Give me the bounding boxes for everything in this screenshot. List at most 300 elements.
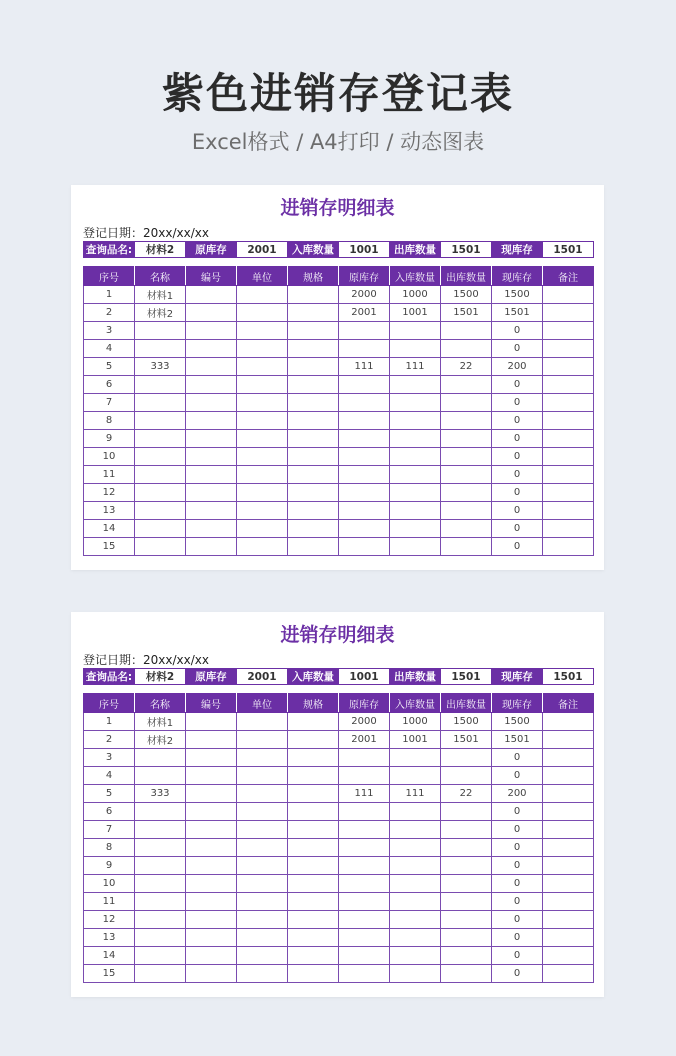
- table-cell: [339, 322, 390, 340]
- table-cell: 14: [84, 520, 135, 538]
- table-cell: [288, 502, 339, 520]
- table-cell: [288, 538, 339, 556]
- table-cell: [135, 394, 186, 412]
- table-cell: [186, 785, 237, 803]
- table-cell: [135, 803, 186, 821]
- table-cell: [390, 394, 441, 412]
- table-cell: [288, 394, 339, 412]
- table-cell: [237, 430, 288, 448]
- table-cell: [135, 502, 186, 520]
- table-cell: [288, 839, 339, 857]
- table-row: [84, 713, 594, 731]
- table-cell: [339, 929, 390, 947]
- table-cell: [288, 785, 339, 803]
- table-cell: [441, 520, 492, 538]
- query-value: 材料2: [135, 242, 186, 258]
- table-cell: [543, 412, 594, 430]
- table-cell: 1501: [492, 731, 543, 749]
- table-cell: [186, 304, 237, 322]
- table-cell: [339, 749, 390, 767]
- table-cell: [186, 340, 237, 358]
- table-cell: 12: [84, 484, 135, 502]
- table-cell: [135, 767, 186, 785]
- table-cell: 1500: [492, 286, 543, 304]
- table-cell: [543, 731, 594, 749]
- table-cell: [135, 929, 186, 947]
- table-cell: [288, 947, 339, 965]
- table-cell: 200: [492, 785, 543, 803]
- table-cell: [288, 965, 339, 983]
- table-cell: [543, 394, 594, 412]
- table-cell: 0: [492, 947, 543, 965]
- table-cell: [186, 947, 237, 965]
- inventory-table: [83, 266, 594, 556]
- table-cell: [543, 893, 594, 911]
- table-cell: 10: [84, 875, 135, 893]
- table-row: [84, 322, 594, 340]
- table-cell: [339, 947, 390, 965]
- table-row: [84, 767, 594, 785]
- table-cell: [135, 893, 186, 911]
- table-cell: [390, 484, 441, 502]
- table-cell: 1501: [441, 304, 492, 322]
- table-cell: 333: [135, 358, 186, 376]
- table-cell: [237, 893, 288, 911]
- table-cell: [135, 448, 186, 466]
- column-header: 名称: [135, 267, 186, 286]
- table-cell: [186, 893, 237, 911]
- table-cell: [441, 484, 492, 502]
- query-bar: [83, 241, 594, 258]
- sheet-title: 进销存明细表: [280, 197, 395, 219]
- table-cell: [237, 538, 288, 556]
- table-cell: [288, 731, 339, 749]
- table-cell: [441, 430, 492, 448]
- table-cell: [186, 376, 237, 394]
- query-label: 入库数量: [288, 242, 339, 258]
- table-row: [84, 821, 594, 839]
- table-cell: [288, 911, 339, 929]
- table-cell: [339, 520, 390, 538]
- table-row: [84, 394, 594, 412]
- table-cell: 1: [84, 713, 135, 731]
- table-cell: [390, 767, 441, 785]
- table-cell: [543, 929, 594, 947]
- sheet-preview-2: [71, 612, 604, 997]
- query-label: 查询品名:: [84, 669, 135, 685]
- table-cell: 材料1: [135, 713, 186, 731]
- table-cell: 4: [84, 767, 135, 785]
- table-cell: 11: [84, 466, 135, 484]
- table-cell: 1: [84, 286, 135, 304]
- table-cell: [441, 875, 492, 893]
- table-cell: [186, 713, 237, 731]
- sheet-preview-1: [71, 185, 604, 570]
- table-cell: [390, 857, 441, 875]
- table-cell: [237, 322, 288, 340]
- table-cell: [339, 965, 390, 983]
- table-cell: [543, 430, 594, 448]
- table-cell: 200: [492, 358, 543, 376]
- table-cell: [441, 911, 492, 929]
- query-value: 2001: [237, 669, 288, 685]
- table-cell: 8: [84, 839, 135, 857]
- table-cell: [441, 803, 492, 821]
- table-cell: 13: [84, 929, 135, 947]
- table-cell: 2001: [339, 304, 390, 322]
- table-cell: [543, 713, 594, 731]
- table-row: [84, 286, 594, 304]
- column-header: 序号: [84, 267, 135, 286]
- query-value: 材料2: [135, 669, 186, 685]
- table-row: [84, 484, 594, 502]
- table-cell: 材料1: [135, 286, 186, 304]
- table-cell: [390, 538, 441, 556]
- table-cell: [135, 322, 186, 340]
- table-cell: [339, 502, 390, 520]
- table-cell: [441, 929, 492, 947]
- table-cell: [237, 785, 288, 803]
- table-row: [84, 749, 594, 767]
- table-cell: [186, 538, 237, 556]
- table-cell: [288, 803, 339, 821]
- table-cell: [441, 821, 492, 839]
- table-cell: [288, 929, 339, 947]
- table-row: [84, 448, 594, 466]
- table-cell: [441, 947, 492, 965]
- table-cell: [186, 731, 237, 749]
- table-cell: 111: [390, 785, 441, 803]
- table-cell: 12: [84, 911, 135, 929]
- table-cell: 3: [84, 749, 135, 767]
- table-cell: [288, 322, 339, 340]
- column-header: 编号: [186, 267, 237, 286]
- table-cell: [390, 893, 441, 911]
- table-cell: [390, 965, 441, 983]
- table-row: [84, 538, 594, 556]
- table-cell: 0: [492, 893, 543, 911]
- table-cell: [186, 448, 237, 466]
- table-cell: [390, 875, 441, 893]
- poster-title: 紫色进销存登记表: [161, 69, 514, 118]
- table-cell: 10: [84, 448, 135, 466]
- table-cell: [390, 839, 441, 857]
- table-cell: [237, 520, 288, 538]
- table-cell: [441, 394, 492, 412]
- table-cell: [543, 785, 594, 803]
- table-cell: [237, 358, 288, 376]
- table-header-row: [84, 267, 594, 286]
- table-cell: [543, 376, 594, 394]
- table-row: [84, 893, 594, 911]
- table-header-row: [84, 694, 594, 713]
- table-cell: [339, 857, 390, 875]
- table-cell: 9: [84, 430, 135, 448]
- table-cell: [543, 911, 594, 929]
- table-cell: [543, 767, 594, 785]
- table-cell: 1501: [441, 731, 492, 749]
- table-cell: [237, 394, 288, 412]
- table-cell: [186, 520, 237, 538]
- table-cell: [390, 947, 441, 965]
- table-cell: [186, 839, 237, 857]
- table-cell: [441, 839, 492, 857]
- table-cell: 0: [492, 484, 543, 502]
- table-row: [84, 965, 594, 983]
- query-value: 1501: [441, 242, 492, 258]
- poster-header: [0, 0, 676, 156]
- table-cell: [186, 767, 237, 785]
- table-row: [84, 911, 594, 929]
- table-cell: 11: [84, 893, 135, 911]
- table-cell: [135, 430, 186, 448]
- table-row: [84, 731, 594, 749]
- table-cell: 0: [492, 448, 543, 466]
- table-cell: [135, 466, 186, 484]
- table-cell: [543, 749, 594, 767]
- query-label: 入库数量: [288, 669, 339, 685]
- table-row: [84, 340, 594, 358]
- column-header: 入库数量: [390, 694, 441, 713]
- table-cell: 0: [492, 430, 543, 448]
- table-cell: 2: [84, 304, 135, 322]
- table-cell: [288, 821, 339, 839]
- table-cell: [186, 875, 237, 893]
- table-cell: [186, 965, 237, 983]
- table-cell: [441, 538, 492, 556]
- table-cell: [237, 947, 288, 965]
- table-cell: 0: [492, 394, 543, 412]
- query-value: 1001: [339, 242, 390, 258]
- table-cell: [339, 821, 390, 839]
- table-cell: 0: [492, 839, 543, 857]
- table-cell: 111: [390, 358, 441, 376]
- table-cell: [135, 857, 186, 875]
- table-cell: [543, 839, 594, 857]
- column-header: 备注: [543, 267, 594, 286]
- table-cell: [237, 929, 288, 947]
- table-cell: 0: [492, 875, 543, 893]
- table-cell: 1000: [390, 286, 441, 304]
- table-cell: 0: [492, 767, 543, 785]
- table-cell: 1000: [390, 713, 441, 731]
- table-cell: [186, 911, 237, 929]
- table-row: [84, 358, 594, 376]
- table-cell: [237, 484, 288, 502]
- table-cell: [288, 767, 339, 785]
- column-header: 出库数量: [441, 267, 492, 286]
- table-cell: 0: [492, 821, 543, 839]
- table-cell: 1501: [492, 304, 543, 322]
- table-cell: 22: [441, 358, 492, 376]
- column-header: 备注: [543, 694, 594, 713]
- table-cell: 0: [492, 502, 543, 520]
- table-cell: [288, 713, 339, 731]
- table-cell: [288, 376, 339, 394]
- column-header: 原库存: [339, 694, 390, 713]
- query-bar: [83, 668, 594, 685]
- table-row: [84, 875, 594, 893]
- table-cell: [186, 430, 237, 448]
- table-cell: [288, 340, 339, 358]
- table-cell: [288, 749, 339, 767]
- table-cell: [237, 875, 288, 893]
- table-row: [84, 502, 594, 520]
- table-cell: [135, 965, 186, 983]
- table-cell: [135, 839, 186, 857]
- column-header: 入库数量: [390, 267, 441, 286]
- table-cell: [237, 731, 288, 749]
- query-value: 1501: [441, 669, 492, 685]
- table-cell: [441, 965, 492, 983]
- table-cell: [390, 430, 441, 448]
- date-line: 登记日期：20xx/xx/xx: [83, 653, 209, 667]
- table-cell: [543, 448, 594, 466]
- table-cell: 1001: [390, 731, 441, 749]
- table-cell: [237, 412, 288, 430]
- table-cell: [186, 821, 237, 839]
- table-cell: [186, 803, 237, 821]
- table-row: [84, 839, 594, 857]
- table-cell: [390, 929, 441, 947]
- table-cell: [441, 466, 492, 484]
- table-cell: [288, 875, 339, 893]
- table-cell: 333: [135, 785, 186, 803]
- table-cell: [288, 286, 339, 304]
- table-cell: 22: [441, 785, 492, 803]
- table-cell: [441, 857, 492, 875]
- table-cell: [543, 466, 594, 484]
- table-cell: [339, 893, 390, 911]
- table-cell: [339, 394, 390, 412]
- table-cell: [237, 304, 288, 322]
- table-cell: [135, 376, 186, 394]
- table-cell: [237, 502, 288, 520]
- table-cell: [237, 839, 288, 857]
- column-header: 原库存: [339, 267, 390, 286]
- table-row: [84, 803, 594, 821]
- table-cell: 0: [492, 340, 543, 358]
- table-cell: 2000: [339, 713, 390, 731]
- table-cell: [186, 749, 237, 767]
- table-cell: 1500: [441, 713, 492, 731]
- table-cell: [390, 448, 441, 466]
- table-cell: [339, 875, 390, 893]
- table-cell: [288, 448, 339, 466]
- table-cell: [135, 538, 186, 556]
- table-cell: [186, 502, 237, 520]
- table-cell: 0: [492, 965, 543, 983]
- table-cell: [441, 340, 492, 358]
- column-header: 出库数量: [441, 694, 492, 713]
- table-cell: [390, 911, 441, 929]
- table-cell: [186, 394, 237, 412]
- table-cell: [339, 448, 390, 466]
- table-cell: 0: [492, 749, 543, 767]
- table-cell: [441, 749, 492, 767]
- table-cell: [186, 466, 237, 484]
- date-line: 登记日期：20xx/xx/xx: [83, 226, 209, 240]
- column-header: 序号: [84, 694, 135, 713]
- table-cell: [237, 803, 288, 821]
- table-cell: [237, 821, 288, 839]
- table-cell: [135, 911, 186, 929]
- table-cell: [135, 412, 186, 430]
- table-cell: [390, 821, 441, 839]
- table-cell: [288, 893, 339, 911]
- table-cell: [135, 821, 186, 839]
- query-label: 查询品名:: [84, 242, 135, 258]
- table-cell: [186, 929, 237, 947]
- query-label: 原库存: [186, 669, 237, 685]
- table-cell: [390, 749, 441, 767]
- table-cell: 2: [84, 731, 135, 749]
- table-cell: [288, 430, 339, 448]
- table-cell: 3: [84, 322, 135, 340]
- query-label: 出库数量: [390, 242, 441, 258]
- table-cell: 111: [339, 785, 390, 803]
- table-cell: 5: [84, 358, 135, 376]
- inventory-table: [83, 693, 594, 983]
- table-cell: 材料2: [135, 731, 186, 749]
- table-cell: [390, 412, 441, 430]
- table-cell: [288, 857, 339, 875]
- table-cell: [288, 412, 339, 430]
- table-cell: [441, 412, 492, 430]
- table-cell: [390, 502, 441, 520]
- table-cell: [186, 322, 237, 340]
- table-cell: [543, 520, 594, 538]
- table-cell: [543, 304, 594, 322]
- table-cell: 13: [84, 502, 135, 520]
- table-row: [84, 785, 594, 803]
- table-cell: [390, 520, 441, 538]
- table-cell: [339, 911, 390, 929]
- table-cell: [135, 875, 186, 893]
- table-cell: 15: [84, 538, 135, 556]
- table-cell: 0: [492, 466, 543, 484]
- table-cell: [339, 466, 390, 484]
- table-cell: [339, 430, 390, 448]
- column-header: 名称: [135, 694, 186, 713]
- column-header: 单位: [237, 267, 288, 286]
- table-cell: [390, 340, 441, 358]
- table-cell: [237, 749, 288, 767]
- table-cell: 6: [84, 803, 135, 821]
- table-cell: [339, 412, 390, 430]
- table-cell: [135, 947, 186, 965]
- query-value: 1001: [339, 669, 390, 685]
- table-cell: [237, 340, 288, 358]
- table-cell: [543, 821, 594, 839]
- table-cell: [288, 358, 339, 376]
- table-cell: [186, 286, 237, 304]
- table-cell: [237, 713, 288, 731]
- table-cell: 0: [492, 857, 543, 875]
- table-cell: [339, 767, 390, 785]
- table-cell: [543, 484, 594, 502]
- table-cell: [288, 520, 339, 538]
- column-header: 规格: [288, 694, 339, 713]
- table-cell: [390, 803, 441, 821]
- table-cell: [441, 502, 492, 520]
- query-label: 出库数量: [390, 669, 441, 685]
- table-row: [84, 430, 594, 448]
- table-cell: [390, 376, 441, 394]
- table-cell: [543, 538, 594, 556]
- table-cell: 5: [84, 785, 135, 803]
- query-value: 1501: [543, 242, 594, 258]
